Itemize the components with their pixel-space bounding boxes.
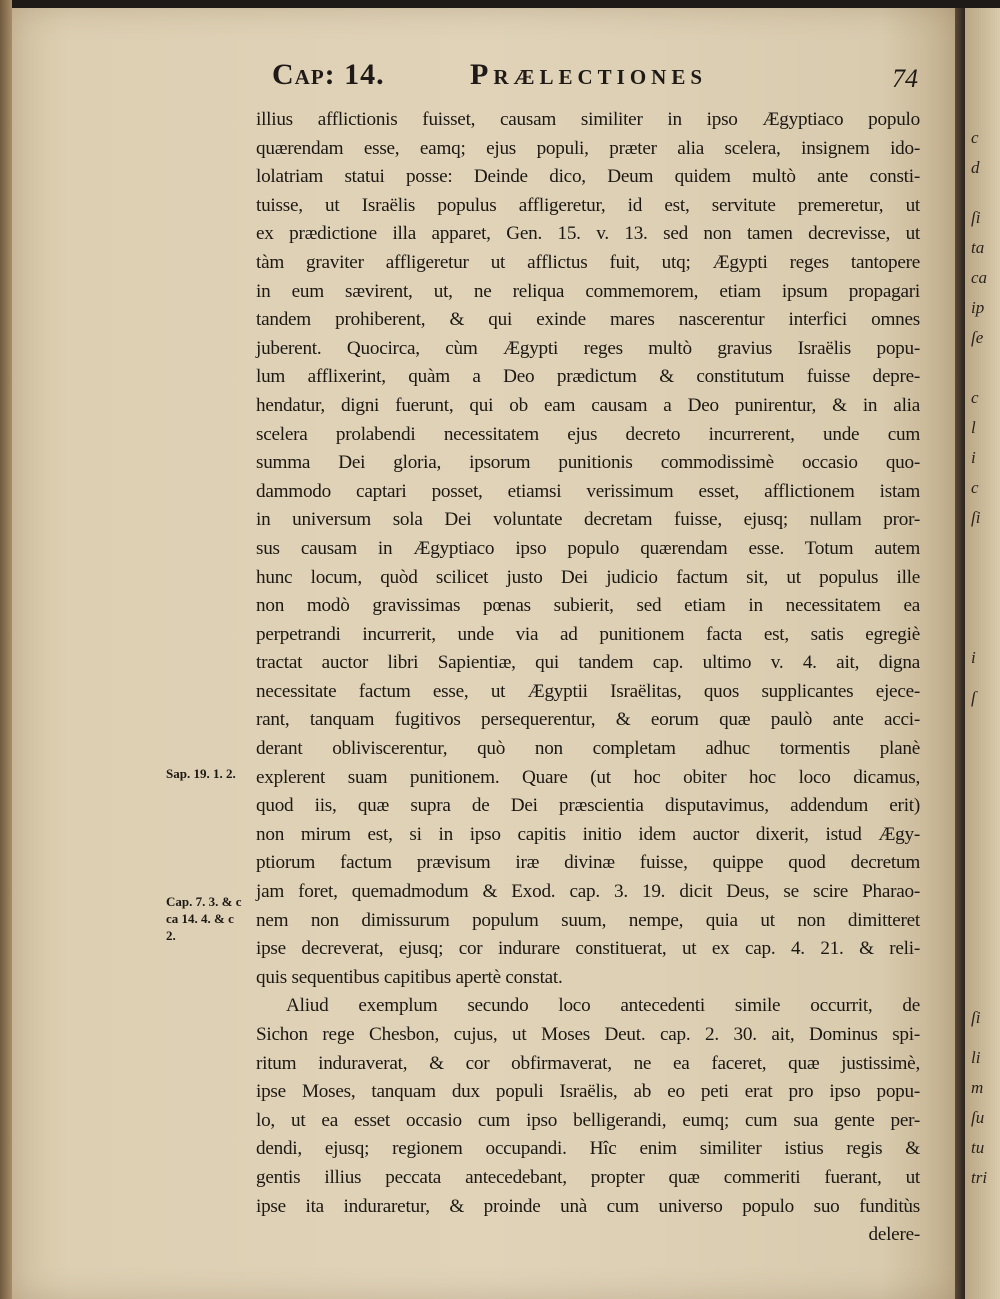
text-line: ipse ita induraretur, & proinde unà cum universo populo suo funditùs: [256, 1195, 920, 1217]
text-line: sus causam in Ægyptiaco ipso populo quærendam esse. Totum autem: [256, 537, 920, 559]
text-line: quis sequentibus capitibus apertè constat.: [256, 966, 563, 988]
facing-page-fragment: ſi: [971, 508, 981, 527]
text-line: tractat auctor libri Sapientiæ, qui tandem cap. ultimo v. 4. ait, digna: [256, 652, 920, 674]
margin-note-line: ca 14. 4. & c: [166, 911, 234, 926]
text-line: gentis illius peccata antecedebant, propter quæ commeriti fuerant, ut: [256, 1166, 920, 1188]
book-left-edge: [0, 0, 12, 1299]
text-line: derant obliviscerentur, quò non completam adhuc tormentis planè: [256, 738, 920, 760]
facing-page-edge: [965, 8, 1000, 1299]
text-line: hunc locum, quòd scilicet justo Dei judicio factum sit, ut populus ille: [256, 566, 920, 588]
catchword: delere-: [868, 1224, 920, 1246]
text-line: rant, tanquam fugitivos persequerentur, & eorum quæ paulò ante acci-: [256, 709, 920, 731]
facing-page-fragment: tu: [971, 1138, 985, 1157]
facing-page-fragment: ſu: [971, 1108, 985, 1127]
facing-page-fragment: l: [971, 418, 976, 437]
text-line: jam foret, quemadmodum & Exod. cap. 3. 19. dicit Deus, se scire Pharao-: [256, 881, 920, 903]
margin-note-line: Cap. 7. 3. & c: [166, 894, 242, 909]
text-line: non modò gravissimas pœnas subierit, sed etiam in necessitatem ea: [256, 595, 920, 617]
facing-page-fragment: ip: [971, 298, 985, 317]
margin-note-exodus: [166, 893, 241, 944]
text-line: dammodo captari posset, etiamsi verissimum esset, afflictionem istam: [256, 480, 920, 502]
text-line: lolatriam statui posse: Deinde dico, Deum quidem multò ante consti-: [256, 166, 920, 188]
facing-page-fragment: c: [971, 388, 979, 407]
text-line: hendatur, digni fuerunt, qui ob eam causam a Deo punirentur, & in alia: [256, 394, 920, 416]
facing-page-fragment: ſi: [971, 1008, 981, 1027]
facing-page-fragment: m: [971, 1078, 984, 1097]
facing-page-fragment: c: [971, 478, 979, 497]
book-gutter: [955, 8, 965, 1299]
text-line: quærendam esse, eamq; ejus populi, præter alia scelera, insignem ido-: [256, 137, 920, 159]
text-line: explerent suam punitionem. Quare (ut hoc obiter hoc loco dicamus,: [256, 766, 920, 788]
text-line: tàm graviter affligeretur ut afflictus fuit, utq; Ægypti reges tantopere: [256, 251, 920, 273]
text-line: ipse decreverat, ejusq; cor indurare constituerat, ut ex cap. 4. 21. & reli-: [256, 938, 920, 960]
facing-page-fragment: li: [971, 1048, 981, 1067]
text-line: Sichon rege Chesbon, cujus, ut Moses Deut. cap. 2. 30. ait, Dominus spi-: [256, 1024, 920, 1045]
margin-note-sapientia: [166, 765, 236, 782]
text-line: perpetrandi incurrerit, unde via ad punitionem facta est, satis egregiè: [256, 623, 920, 645]
text-line: ex prædictione illa apparet, Gen. 15. v. 13. sed non tamen decrevisse, ut: [256, 223, 920, 245]
body-text: [256, 106, 920, 1250]
text-line: summa Dei gloria, ipsorum punitionis commodissimè occasio quo-: [256, 452, 920, 474]
facing-page-fragment: ſi: [971, 208, 981, 227]
text-line: Aliud exemplum secundo loco antecedenti simile occurrit, de: [286, 995, 920, 1017]
text-line: quod iis, quæ supra de Dei præscientia disputavimus, addendum erit): [256, 795, 920, 817]
text-line: tandem prohiberent, & qui exinde mares nascerentur interfici omnes: [256, 309, 920, 331]
text-line: scelera prolabendi necessitatem ejus decreto incurrerent, unde cum: [256, 423, 920, 445]
text-line: lo, ut ea esset occasio cum ipso belligerandi, eumq; cum sua gente per-: [256, 1109, 920, 1131]
text-line: illius afflictionis fuisset, causam similiter in ipso Ægyptiaco populo: [256, 109, 920, 130]
margin-note-line: 2.: [166, 928, 176, 943]
text-line: ptiorum factum prævisum iræ divinæ fuisse, quippe quod decretum: [256, 852, 920, 874]
text-line: in universum sola Dei voluntate decretam fuisse, ejusq; nullam pror-: [256, 509, 920, 531]
text-line: lum afflixerint, quàm a Deo prædictum & constitutum fuisse depre-: [256, 366, 920, 388]
facing-page-fragment: i: [971, 648, 976, 667]
running-head: [272, 58, 918, 98]
text-line: necessitate factum esse, ut Ægyptii Israëlitas, quos supplicantes ejece-: [256, 680, 920, 702]
facing-page-fragment: tri: [971, 1168, 988, 1187]
running-title: Prælectiones: [470, 58, 708, 91]
facing-page-fragment: ſe: [971, 328, 984, 347]
facing-page-fragment: ta: [971, 238, 985, 257]
text-line: in eum sævirent, ut, ne reliqua commemorem, etiam ipsum propagari: [256, 280, 920, 302]
facing-page-fragment: i: [971, 448, 976, 467]
text-line: dendi, ejusq; regionem occupandi. Hîc enim similiter istius regis &: [256, 1138, 920, 1160]
facing-page-fragment: c: [971, 128, 979, 147]
text-line: juberent. Quocirca, cùm Ægypti reges multò gravius Israëlis popu-: [256, 337, 920, 359]
chapter-number: Cap: 14.: [272, 58, 385, 91]
text-line: nem non dimissurum populum suum, nempe, quia ut non dimitteret: [256, 909, 920, 931]
text-line: non mirum est, si in ipso capitis initio idem auctor dixerit, istud Ægy-: [256, 823, 920, 845]
text-line: tuisse, ut Israëlis populus affligeretur, id est, servitute premeretur, ut: [256, 194, 920, 216]
facing-page-fragment: ca: [971, 268, 988, 287]
text-line: ipse Moses, tanquam dux populi Israëlis, ab eo peti erat pro ipso popu-: [256, 1081, 920, 1103]
facing-page-fragment: ſ: [971, 688, 976, 707]
page-number: 74: [892, 64, 918, 93]
margin-note-line: Sap. 19. 1. 2.: [166, 766, 236, 781]
text-line: ritum induraverat, & cor obfirmaverat, ne ea faceret, quæ justissimè,: [256, 1052, 920, 1074]
facing-page-fragment: d: [971, 158, 980, 177]
